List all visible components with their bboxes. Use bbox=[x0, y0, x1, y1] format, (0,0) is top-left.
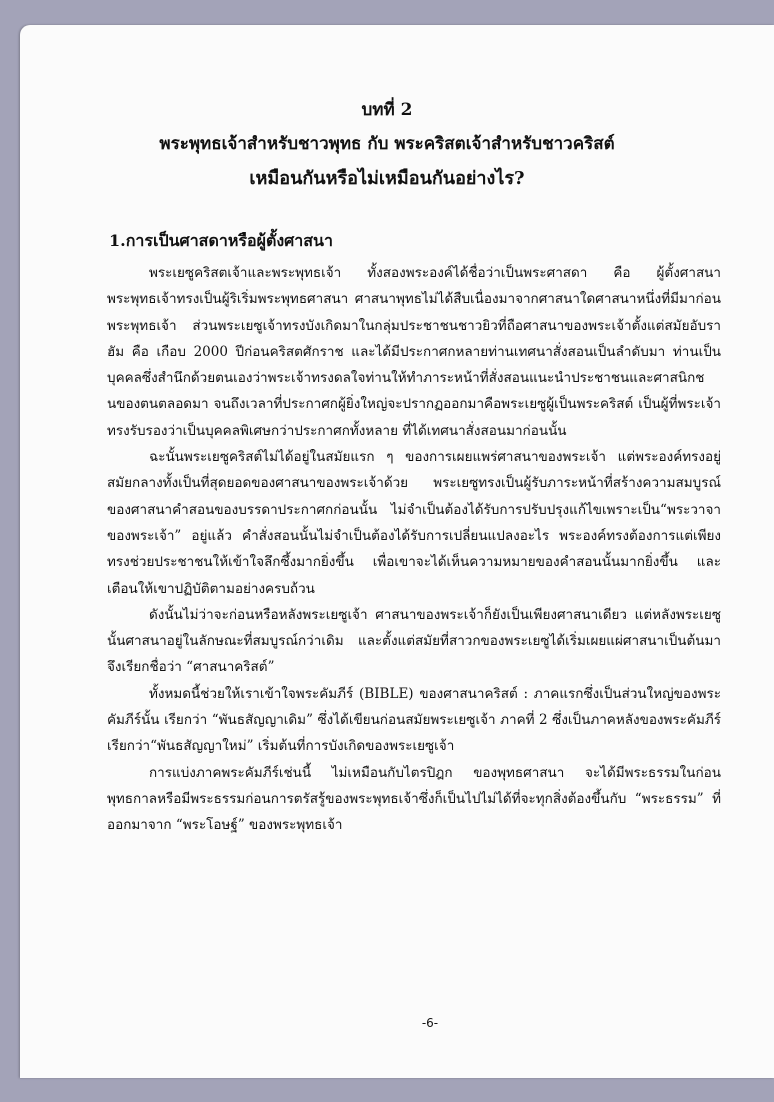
paragraph-5: การแบ่งภาคพระคัมภีร์เช่นนี้ ไม่เหมือนกับไตรปิฎก ของพุทธศาสนา จะได้มีพระธรรมในก่อนพุทธกาลหรือมีพระธรรมก่อนการตรัสรู้ของพระพุทธเจ้าซึ่งก็เป็นไปไม่ได้ที่จะทุกสิ่งต้องขึ้นกับ “พระธรรม” ที่ออกมาจาก “พระโอษฐ์” ของพระพุทธเจ้า bbox=[107, 764, 721, 834]
paragraph-2: ฉะนั้นพระเยซูคริสต์ไม่ได้อยู่ในสมัยแรก ๆ ของการเผยแพร่ศาสนาของพระเจ้า แต่พระองค์ทรงอยู่สมัยกลางทั้งเป็นที่สุดยอดของศาสนาของพระเจ้าด้วย พระเยซูทรงเป็นผู้รับภาระหน้าที่สร้างความสมบูรณ์ของศาสนาคำสอนของบรรดาประกาศกก่อนนั้น ไม่จำเป็นต้องได้รับการปรับปรุงแก้ไขเพราะเป็น“พระวาจาของพระเจ้า” อยู่แล้ว คำสั่งสอนนั้นไม่จำเป็นต้องได้รับการเปลี่ยนแปลงอะไร พระองค์ทรงต้องการแต่เพียงทรงช่วยประชาชนให้เข้าใจลึกซึ้งมากยิ่งขึ้น เพื่อเขาจะได้เห็นความหมายของคำสอนนั้นมากยิ่งขึ้น และเตือนให้เขาปฏิบัติตามอย่างครบถ้วน bbox=[107, 449, 721, 597]
chapter-title-line-1: พระพุทธเจ้าสำหรับชาวพุทธ กับ พระคริสตเจ้าสำหรับชาวคริสต์ bbox=[159, 134, 615, 154]
chapter-title-line-2: เหมือนกันหรือไม่เหมือนกันอย่างไร? bbox=[249, 168, 525, 189]
section-heading: 1.การเป็นศาสดาหรือผู้ตั้งศาสนา bbox=[109, 231, 333, 250]
paragraph-4: ทั้งหมดนี้ช่วยให้เราเข้าใจพระคัมภีร์ (BIBLE) ของศาสนาคริสต์ : ภาคแรกซึ่งเป็นส่วนใหญ่ของพระคัมภีร์นั้น เรียกว่า “พันธสัญญาเดิม” ซึ่งได้เขียนก่อนสมัยพระเยซูเจ้า ภาคที่ 2 ซึ่งเป็นภาคหลังของพระคัมภีร์เรียกว่า“พันธสัญญาใหม่” เริ่มต้นที่การบังเกิดของพระเยซูเจ้า bbox=[107, 685, 721, 755]
chapter-label: บทที่ 2 bbox=[361, 100, 413, 120]
paragraph-1: พระเยซูคริสตเจ้าและพระพุทธเจ้า ทั้งสองพระองค์ได้ชื่อว่าเป็นพระศาสดา คือ ผู้ตั้งศาสนา พระพุทธเจ้าทรงเป็นผู้ริเริ่มพระพุทธศาสนา ศาสนาพุทธไม่ได้สืบเนื่องมาจากศาสนาใดศาสนาหนึ่งที่มีมาก่อนพระพุทธเจ้า ส่วนพระเยซูเจ้าทรงบังเกิดมาในกลุ่มประชาชนชาวยิวที่ถือศาสนาของพระเจ้าตั้งแต่สมัยอับราฮัม คือ เกือบ 2000 ปีก่อนคริสตศักราช และได้มีประกาศกหลายท่านเทศนาสั่งสอนเป็นลำดับมา ท่านเป็นบุคคลซึ่งสำนึกด้วยตนเองว่าพระเจ้าทรงดลใจท่านให้ทำภาระหน้าที่สั่งสอนแนะนำประชาชนและศาสนิกชนของตนตลอดมา จนถึงเวลาที่ประกาศกผู้ยิ่งใหญ่จะปรากฏออกมาคือพระเยซูผู้เป็นพระคริสต์ เป็นผู้ที่พระเจ้าทรงรับรองว่าเป็นบุคคลพิเศษกว่าประกาศกทั้งหลาย ที่ได้เทศนาสั่งสอนมาก่อนนั้น bbox=[107, 265, 721, 439]
page-number: -6- bbox=[421, 1016, 439, 1030]
body-text bbox=[107, 260, 721, 839]
paragraph-3: ดังนั้นไม่ว่าจะก่อนหรือหลังพระเยซูเจ้า ศาสนาของพระเจ้าก็ยังเป็นเพียงศาสนาเดียว แต่หลังพระเยซูนั้นศาสนาอยู่ในลักษณะที่สมบูรณ์กว่าเดิม และตั้งแต่สมัยที่สาวกของพระเยซูได้เริ่มเผยแผ่ศาสนาเป็นต้นมาจึงเรียกชื่อว่า “ศาสนาคริสต์” bbox=[107, 606, 721, 676]
